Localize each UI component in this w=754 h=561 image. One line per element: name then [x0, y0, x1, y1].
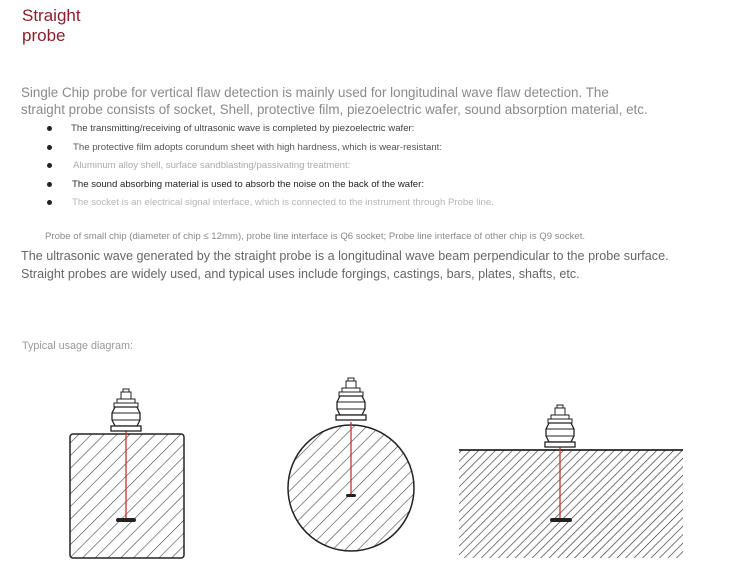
list-item [0, 195, 754, 213]
round-bar-diagram [288, 378, 414, 551]
block-diagram [70, 389, 184, 558]
bullet-icon [47, 145, 52, 150]
intro-paragraph [21, 84, 721, 118]
plate-workpiece [459, 450, 683, 558]
title-line-1: Straight [22, 6, 81, 25]
summary-paragraph [21, 247, 721, 283]
block-workpiece [70, 434, 184, 558]
list-item-text: The protective film adopts corundum sheet with high hardness, which is wear-resistant: [73, 142, 442, 153]
plate-diagram [459, 405, 683, 558]
flaw-mark [116, 518, 136, 522]
bullet-icon [47, 163, 52, 168]
title-line-2: probe [22, 26, 66, 45]
list-item [0, 121, 754, 139]
flaw-mark [550, 518, 572, 522]
chip-size-note: Probe of small chip (diameter of chip ≤ 12mm), probe line interface is Q6 socket; Probe line interface of other chip is Q9 socket. [45, 231, 586, 242]
usage-diagrams [0, 360, 754, 561]
summary-line-2: Straight probes are widely used, and typical uses include forgings, castings, bars, plates, shafts, etc. [21, 267, 580, 281]
list-item-text: Aluminum alloy shell, surface sandblasting/passivating treatment: [73, 160, 351, 171]
flaw-mark [346, 494, 356, 497]
bullet-icon [47, 200, 52, 205]
list-item [0, 177, 754, 195]
list-item-text: The socket is an electrical signal interface, which is connected to the instrument through Probe line. [72, 197, 494, 208]
list-item [0, 158, 754, 176]
bullet-icon [47, 126, 52, 131]
intro-line-1: Single Chip probe for vertical flaw detection is mainly used for longitudinal wave flaw detection. The [21, 85, 609, 100]
probe-icon [336, 378, 366, 420]
probe-icon [111, 389, 141, 431]
page-title [22, 6, 142, 46]
summary-line-1: The ultrasonic wave generated by the straight probe is a longitudinal wave beam perpendicular to the probe surface. [21, 249, 669, 263]
bullet-icon [47, 182, 52, 187]
list-item-text: The sound absorbing material is used to absorb the noise on the back of the wafer: [72, 179, 424, 190]
diagram-caption: Typical usage diagram: [22, 340, 134, 352]
probe-icon [545, 405, 575, 447]
list-item [0, 140, 754, 158]
list-item-text: The transmitting/receiving of ultrasonic wave is completed by piezoelectric wafer: [71, 123, 415, 134]
intro-line-2: straight probe consists of socket, Shell, protective film, piezoelectric wafer, sound absorption material, etc. [21, 102, 648, 117]
